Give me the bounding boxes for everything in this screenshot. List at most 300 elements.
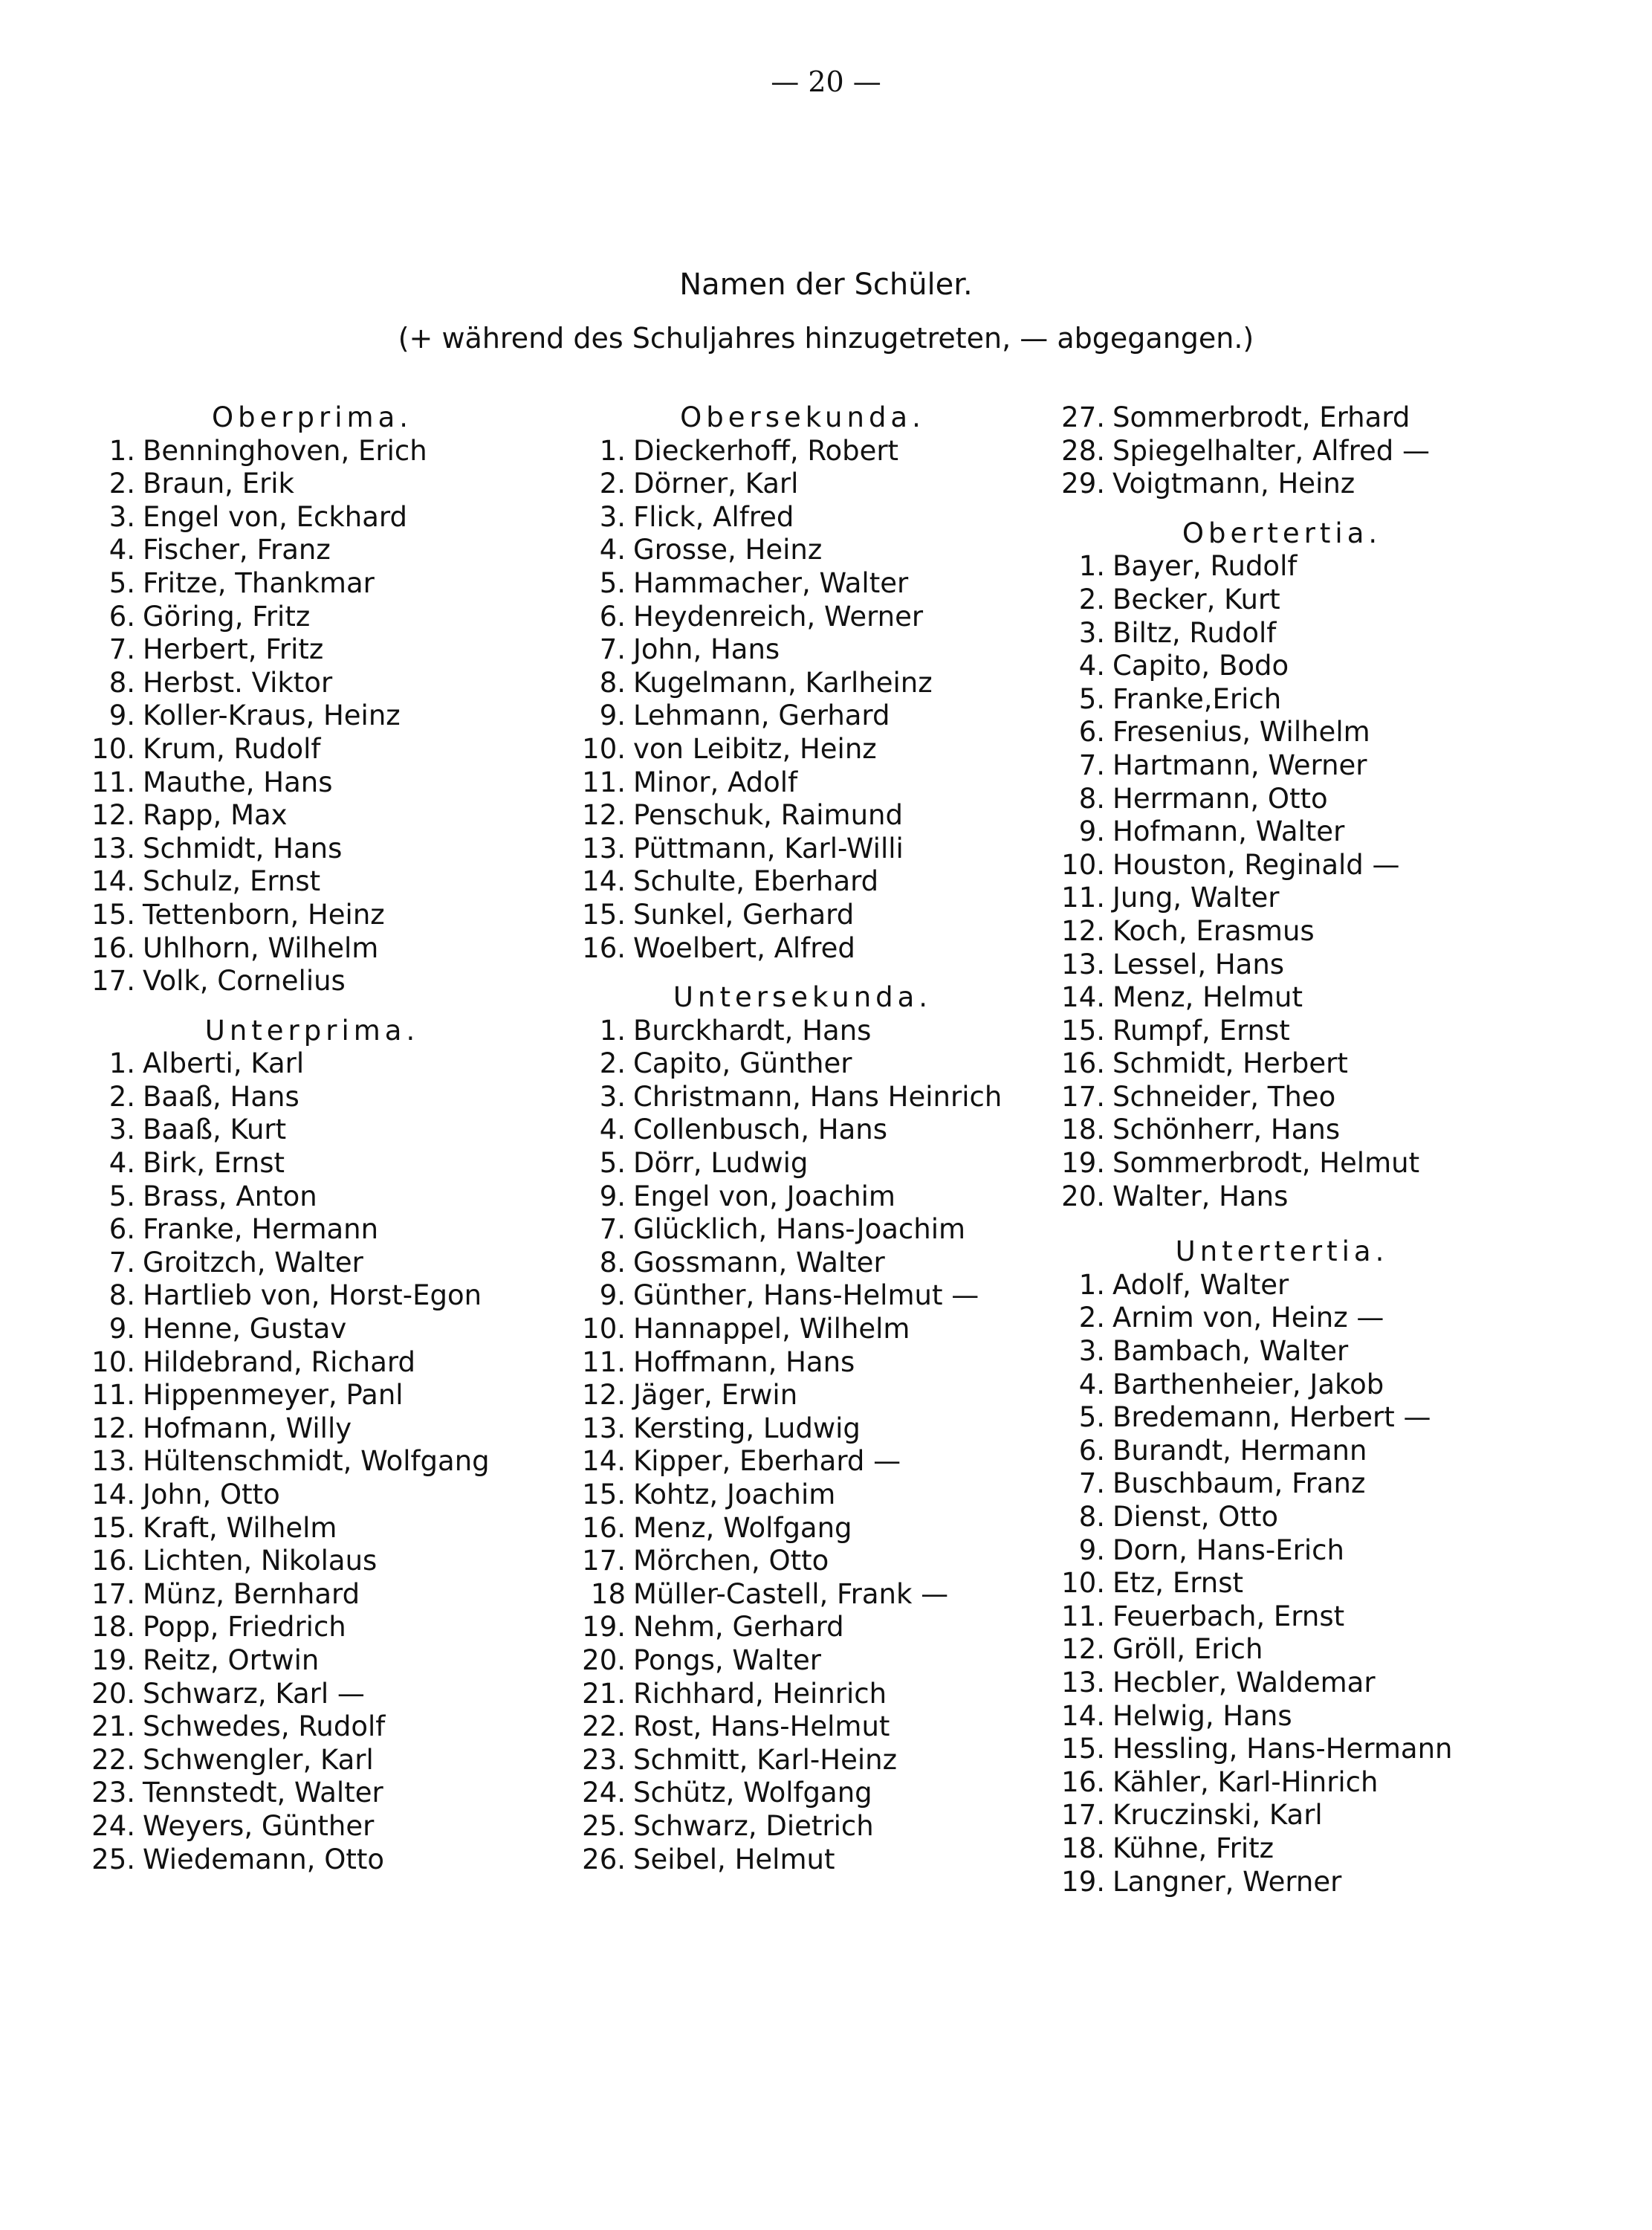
entry-number: 19. xyxy=(582,1611,626,1644)
entry-number: 5. xyxy=(1078,682,1105,715)
entry-number: 7. xyxy=(599,1213,626,1246)
class-heading: Obertertia. xyxy=(1182,517,1382,549)
student-entry xyxy=(74,1213,550,1247)
student-entry xyxy=(74,1478,550,1512)
student-name: Hartmann, Werner xyxy=(1112,749,1367,781)
student-entry xyxy=(74,633,550,667)
student-entry xyxy=(1044,915,1520,948)
student-name: Krum, Rudolf xyxy=(143,732,321,765)
student-name: Biltz, Rudolf xyxy=(1112,616,1277,649)
student-name: Helwig, Hans xyxy=(1112,1699,1292,1732)
entry-number: 18. xyxy=(1061,1832,1105,1864)
entry-number: 11. xyxy=(1061,882,1105,914)
student-entry xyxy=(74,699,550,733)
student-name: Günther, Hans-Helmut — xyxy=(633,1279,979,1312)
student-name: Kähler, Karl-Hinrich xyxy=(1112,1765,1379,1798)
student-entry xyxy=(565,1346,1040,1380)
student-entry xyxy=(74,534,550,567)
student-entry xyxy=(74,1412,550,1446)
student-entry xyxy=(1044,617,1520,650)
entry-number: 20. xyxy=(91,1677,135,1710)
student-name: Püttmann, Karl-Willi xyxy=(633,832,904,864)
entry-number: 21. xyxy=(582,1677,626,1710)
entry-number: 4. xyxy=(108,534,135,566)
column-1 xyxy=(74,401,550,1876)
entry-number: 26. xyxy=(582,1843,626,1875)
student-name: Grosse, Heinz xyxy=(633,534,823,566)
student-entry xyxy=(565,1810,1040,1843)
student-entry xyxy=(565,1081,1040,1114)
student-name: Schmidt, Herbert xyxy=(1112,1047,1348,1080)
student-entry xyxy=(1044,815,1520,849)
student-name: Richhard, Heinrich xyxy=(633,1677,887,1710)
student-name: Buschbaum, Franz xyxy=(1112,1467,1366,1500)
student-name: Dörr, Ludwig xyxy=(633,1147,809,1180)
student-entry xyxy=(565,1313,1040,1346)
student-name: Dienst, Otto xyxy=(1112,1501,1279,1533)
student-entry xyxy=(1044,1015,1520,1048)
student-entry xyxy=(1044,1501,1520,1534)
entry-number: 17. xyxy=(91,965,135,998)
student-name: Lessel, Hans xyxy=(1112,948,1285,980)
class-heading: Oberprima. xyxy=(211,401,413,433)
section-spacer xyxy=(565,965,1040,981)
student-name: Kipper, Eberhard — xyxy=(633,1445,901,1478)
entry-number: 5. xyxy=(599,566,626,599)
entry-number: 24. xyxy=(91,1809,135,1842)
student-entry xyxy=(565,1710,1040,1744)
student-entry xyxy=(1044,1799,1520,1832)
student-entry xyxy=(565,1578,1040,1612)
entry-number: 14. xyxy=(1061,1699,1105,1732)
entry-number: 9. xyxy=(108,1313,135,1345)
student-name: Voigtmann, Heinz xyxy=(1112,468,1355,500)
entry-number: 13. xyxy=(582,1412,626,1444)
entry-number: 3. xyxy=(1078,1335,1105,1368)
student-name: Schwedes, Rudolf xyxy=(143,1710,386,1743)
student-name: Kraft, Wilhelm xyxy=(143,1511,337,1544)
student-entry xyxy=(74,766,550,800)
student-name: Franke,Erich xyxy=(1112,682,1282,715)
student-name: Houston, Reginald — xyxy=(1112,848,1400,881)
student-entry xyxy=(1044,1733,1520,1766)
student-entry xyxy=(74,799,550,833)
student-name: Sunkel, Gerhard xyxy=(633,898,855,931)
student-name: Popp, Friedrich xyxy=(143,1611,346,1644)
student-entry xyxy=(565,633,1040,667)
entry-number: 3. xyxy=(599,1080,626,1113)
student-name: Henne, Gustav xyxy=(143,1313,347,1345)
student-name: Rumpf, Ernst xyxy=(1112,1014,1290,1047)
entry-number: 16. xyxy=(582,1511,626,1544)
student-entry xyxy=(1044,468,1520,501)
student-name: Gossmann, Walter xyxy=(633,1246,885,1279)
student-name: Burckhardt, Hans xyxy=(633,1014,872,1047)
student-entry xyxy=(74,1445,550,1478)
student-entry xyxy=(565,1843,1040,1877)
entry-number: 2. xyxy=(599,468,626,500)
student-entry xyxy=(74,1379,550,1412)
student-name: John, Hans xyxy=(633,633,780,666)
student-name: Göring, Fritz xyxy=(143,600,311,633)
student-entry xyxy=(1044,1667,1520,1700)
student-entry xyxy=(1044,716,1520,749)
student-entry xyxy=(1044,1866,1520,1899)
student-name: Langner, Werner xyxy=(1112,1865,1342,1898)
student-name: Jäger, Erwin xyxy=(633,1379,798,1412)
student-entry xyxy=(74,1147,550,1180)
student-name: Kersting, Ludwig xyxy=(633,1412,861,1444)
student-entry xyxy=(74,1843,550,1877)
student-name: Christmann, Hans Heinrich xyxy=(633,1080,1002,1113)
entry-number: 10. xyxy=(1061,1567,1105,1600)
student-name: Rost, Hans-Helmut xyxy=(633,1710,890,1743)
student-name: Bredemann, Herbert — xyxy=(1112,1401,1431,1434)
class-heading: Untersekunda. xyxy=(673,981,933,1014)
student-name: Collenbusch, Hans xyxy=(633,1114,887,1146)
entry-number: 8. xyxy=(1078,782,1105,815)
entry-number: 1. xyxy=(599,434,626,467)
student-name: Woelbert, Alfred xyxy=(633,931,855,964)
student-name: Herbert, Fritz xyxy=(143,633,324,666)
student-entry xyxy=(565,1644,1040,1678)
student-name: Hartlieb von, Horst-Egon xyxy=(143,1279,482,1312)
entry-number: 13. xyxy=(1061,1666,1105,1699)
entry-number: 18. xyxy=(1061,1114,1105,1146)
entry-number: 28. xyxy=(1061,434,1105,467)
student-name: Arnim von, Heinz — xyxy=(1112,1302,1384,1334)
entry-number: 12. xyxy=(582,1379,626,1412)
student-name: Brass, Anton xyxy=(143,1180,317,1212)
student-entry xyxy=(74,1710,550,1744)
student-entry xyxy=(74,1114,550,1147)
student-name: Kohtz, Joachim xyxy=(633,1478,836,1510)
entry-number: 18. xyxy=(91,1611,135,1644)
student-name: Uhlhorn, Wilhelm xyxy=(143,931,379,964)
student-entry xyxy=(74,1180,550,1214)
entry-number: 7. xyxy=(1078,749,1105,781)
entry-number: 27. xyxy=(1061,401,1105,433)
entry-number: 11. xyxy=(582,766,626,798)
student-entry xyxy=(565,1114,1040,1147)
student-name: Fresenius, Wilhelm xyxy=(1112,716,1370,749)
student-entry xyxy=(74,865,550,899)
student-entry xyxy=(565,1512,1040,1545)
entry-number: 13. xyxy=(91,1445,135,1478)
student-entry xyxy=(565,1047,1040,1081)
student-name: Mauthe, Hans xyxy=(143,766,333,798)
student-entry xyxy=(74,1247,550,1280)
entry-number: 14. xyxy=(582,865,626,898)
student-entry xyxy=(565,932,1040,966)
student-entry xyxy=(74,833,550,866)
student-name: Bambach, Walter xyxy=(1112,1335,1349,1368)
entry-number: 9. xyxy=(599,699,626,732)
student-entry xyxy=(1044,1368,1520,1402)
page-number: — 20 — xyxy=(771,65,881,98)
student-entry xyxy=(1044,550,1520,584)
student-name: Burandt, Hermann xyxy=(1112,1434,1367,1467)
student-name: Capito, Günther xyxy=(633,1047,852,1080)
student-entry xyxy=(1044,1435,1520,1468)
student-entry xyxy=(74,1810,550,1843)
entry-number: 19. xyxy=(1061,1865,1105,1898)
student-entry xyxy=(1044,1633,1520,1667)
entry-number: 8. xyxy=(599,666,626,699)
entry-number: 1. xyxy=(599,1014,626,1047)
student-entry xyxy=(1044,1147,1520,1180)
student-name: Baaß, Hans xyxy=(143,1080,299,1113)
student-name: Hültenschmidt, Wolfgang xyxy=(143,1445,490,1478)
student-entry xyxy=(565,667,1040,700)
entry-number: 10. xyxy=(1061,848,1105,881)
section-spacer xyxy=(74,998,550,1015)
entry-number: 12. xyxy=(1061,1633,1105,1666)
class-heading: Obersekunda. xyxy=(680,401,925,433)
student-name: Birk, Ernst xyxy=(143,1147,285,1180)
student-name: Kugelmann, Karlheinz xyxy=(633,666,933,699)
student-name: Volk, Cornelius xyxy=(143,965,346,998)
entry-number: 21. xyxy=(91,1710,135,1743)
student-name: Kühne, Fritz xyxy=(1112,1832,1274,1864)
student-entry xyxy=(1044,1600,1520,1634)
entry-number: 7. xyxy=(108,633,135,666)
entry-number: 9. xyxy=(1078,1533,1105,1566)
entry-number: 8. xyxy=(599,1246,626,1279)
student-entry xyxy=(565,733,1040,766)
entry-number: 12. xyxy=(91,1412,135,1444)
student-entry xyxy=(565,1445,1040,1478)
entry-number: 23. xyxy=(582,1743,626,1776)
entry-number: 22. xyxy=(582,1710,626,1743)
student-name: Schulz, Ernst xyxy=(143,865,321,898)
entry-number: 11. xyxy=(91,766,135,798)
entry-number: 3. xyxy=(599,500,626,533)
student-entry xyxy=(1044,783,1520,816)
student-name: Flick, Alfred xyxy=(633,500,794,533)
student-name: Hecbler, Waldemar xyxy=(1112,1666,1376,1699)
student-entry xyxy=(74,1346,550,1380)
student-entry xyxy=(565,1611,1040,1644)
entry-number: 1. xyxy=(108,1047,135,1080)
student-entry xyxy=(74,435,550,468)
student-name: Feuerbach, Ernst xyxy=(1112,1600,1345,1632)
student-entry xyxy=(1044,1269,1520,1302)
entry-number: 5. xyxy=(1078,1401,1105,1434)
entry-number: 22. xyxy=(91,1743,135,1776)
entry-number: 6. xyxy=(108,600,135,633)
student-entry xyxy=(74,899,550,932)
student-name: Engel von, Joachim xyxy=(633,1180,895,1212)
student-entry xyxy=(74,468,550,501)
student-entry xyxy=(1044,1700,1520,1733)
student-name: Schwengler, Karl xyxy=(143,1743,374,1776)
entry-number: 16. xyxy=(91,931,135,964)
student-name: Koch, Erasmus xyxy=(1112,914,1315,947)
entry-number: 5. xyxy=(108,566,135,599)
student-name: Hofmann, Willy xyxy=(143,1412,352,1444)
student-entry xyxy=(74,1313,550,1346)
student-entry xyxy=(1044,948,1520,982)
entry-number: 12. xyxy=(91,799,135,832)
student-name: Spiegelhalter, Alfred — xyxy=(1112,434,1430,467)
student-name: Becker, Kurt xyxy=(1112,583,1280,615)
student-entry xyxy=(74,1744,550,1777)
student-name: Hildebrand, Richard xyxy=(143,1345,415,1378)
student-entry xyxy=(1044,882,1520,915)
student-entry xyxy=(565,865,1040,899)
student-name: Münz, Bernhard xyxy=(143,1577,360,1610)
student-entry xyxy=(565,1379,1040,1412)
student-name: Minor, Adolf xyxy=(633,766,798,798)
entry-number: 7. xyxy=(1078,1467,1105,1500)
student-entry xyxy=(74,567,550,601)
student-name: Wiedemann, Otto xyxy=(143,1843,384,1875)
student-entry xyxy=(1044,584,1520,617)
student-entry xyxy=(74,601,550,634)
entry-number: 1. xyxy=(1078,550,1105,583)
entry-number: 16. xyxy=(1061,1047,1105,1080)
student-name: Schulte, Eberhard xyxy=(633,865,879,898)
student-entry xyxy=(74,1512,550,1545)
entry-number: 2. xyxy=(108,468,135,500)
entry-number: 11. xyxy=(91,1379,135,1412)
entry-number: 4. xyxy=(599,534,626,566)
student-name: Tennstedt, Walter xyxy=(143,1777,383,1809)
entry-number: 29. xyxy=(1061,468,1105,500)
student-name: Tettenborn, Heinz xyxy=(143,898,385,931)
student-name: Hammacher, Walter xyxy=(633,566,909,599)
student-entry xyxy=(565,1015,1040,1048)
entry-number: 13. xyxy=(1061,948,1105,980)
student-name: Reitz, Ortwin xyxy=(143,1644,320,1676)
student-entry xyxy=(565,766,1040,800)
student-name: John, Otto xyxy=(143,1478,280,1510)
student-entry xyxy=(74,1047,550,1081)
entry-number: 24. xyxy=(582,1777,626,1809)
entry-number: 5. xyxy=(599,1147,626,1180)
entry-number: 8. xyxy=(108,666,135,699)
student-entry xyxy=(74,733,550,766)
student-name: Seibel, Helmut xyxy=(633,1843,835,1875)
student-name: Hippenmeyer, Panl xyxy=(143,1379,404,1412)
entry-number: 6. xyxy=(108,1213,135,1246)
student-name: Lichten, Nikolaus xyxy=(143,1545,378,1577)
student-name: Schwarz, Karl — xyxy=(143,1677,365,1710)
student-name: Menz, Wolfgang xyxy=(633,1511,852,1544)
student-entry xyxy=(1044,749,1520,783)
student-entry xyxy=(1044,435,1520,468)
student-entry xyxy=(1044,401,1520,435)
student-name: Jung, Walter xyxy=(1112,882,1280,914)
entry-number: 6. xyxy=(599,600,626,633)
column-2 xyxy=(565,401,1040,1876)
student-entry xyxy=(74,501,550,534)
entry-number: 20. xyxy=(1061,1180,1105,1212)
student-entry xyxy=(1044,1302,1520,1335)
student-entry xyxy=(1044,1467,1520,1501)
student-entry xyxy=(565,833,1040,866)
student-name: Schütz, Wolfgang xyxy=(633,1777,872,1809)
student-name: Sommerbrodt, Helmut xyxy=(1112,1147,1420,1180)
student-name: Fischer, Franz xyxy=(143,534,331,566)
entry-number: 6. xyxy=(1078,716,1105,749)
student-name: Penschuk, Raimund xyxy=(633,799,903,832)
student-name: Menz, Helmut xyxy=(1112,981,1303,1014)
student-entry xyxy=(1044,981,1520,1015)
student-name: Bayer, Rudolf xyxy=(1112,550,1298,583)
student-name: Capito, Bodo xyxy=(1112,650,1289,682)
entry-number: 4. xyxy=(599,1114,626,1146)
student-name: Dieckerhoff, Robert xyxy=(633,434,899,467)
student-entry xyxy=(74,1611,550,1644)
student-entry xyxy=(565,1545,1040,1578)
student-entry xyxy=(565,1478,1040,1512)
student-entry xyxy=(565,899,1040,932)
student-name: Dörner, Karl xyxy=(633,468,799,500)
entry-number: 19. xyxy=(1061,1147,1105,1180)
entry-number: 3. xyxy=(1078,616,1105,649)
student-entry xyxy=(565,1213,1040,1247)
student-entry xyxy=(74,1545,550,1578)
student-entry xyxy=(565,1678,1040,1711)
student-name: Hessling, Hans-Hermann xyxy=(1112,1733,1453,1765)
class-heading: Untertertia. xyxy=(1175,1235,1389,1268)
student-name: Dorn, Hans-Erich xyxy=(1112,1533,1344,1566)
entry-number: 17. xyxy=(91,1577,135,1610)
student-entry xyxy=(565,1180,1040,1214)
entry-number: 15. xyxy=(582,1478,626,1510)
entry-number: 14. xyxy=(582,1445,626,1478)
student-entry xyxy=(565,1412,1040,1446)
entry-number: 16. xyxy=(91,1545,135,1577)
student-name: Herbst. Viktor xyxy=(143,666,333,699)
student-name: Rapp, Max xyxy=(143,799,288,832)
entry-number: 25. xyxy=(91,1843,135,1875)
entry-number: 25. xyxy=(582,1809,626,1842)
student-name: Barthenheier, Jakob xyxy=(1112,1368,1384,1400)
entry-number: 2. xyxy=(108,1080,135,1113)
page-title: Namen der Schüler. xyxy=(679,268,973,302)
student-entry xyxy=(74,1678,550,1711)
student-name: Schwarz, Dietrich xyxy=(633,1809,874,1842)
student-name: Glücklich, Hans-Joachim xyxy=(633,1213,966,1246)
student-entry xyxy=(565,1279,1040,1313)
student-entry xyxy=(1044,1335,1520,1368)
entry-number: 9. xyxy=(108,699,135,732)
student-entry xyxy=(565,1247,1040,1280)
student-entry xyxy=(74,1777,550,1810)
student-name: Weyers, Günther xyxy=(143,1809,375,1842)
entry-number: 10. xyxy=(582,732,626,765)
entry-number: 3. xyxy=(108,1114,135,1146)
entry-number: 17. xyxy=(1061,1080,1105,1113)
entry-number: 11. xyxy=(582,1345,626,1378)
entry-number: 11. xyxy=(1061,1600,1105,1632)
student-entry xyxy=(565,601,1040,634)
student-entry xyxy=(1044,1401,1520,1435)
student-entry xyxy=(565,534,1040,567)
student-entry xyxy=(565,435,1040,468)
entry-number: 18 xyxy=(590,1577,626,1610)
entry-number: 9. xyxy=(1078,815,1105,848)
student-name: Pongs, Walter xyxy=(633,1644,822,1676)
student-entry xyxy=(1044,650,1520,683)
entry-number: 17. xyxy=(582,1545,626,1577)
student-entry xyxy=(74,1279,550,1313)
student-entry xyxy=(74,965,550,998)
page-subtitle: (+ während des Schuljahres hinzugetreten, — abgegangen.) xyxy=(398,322,1254,355)
